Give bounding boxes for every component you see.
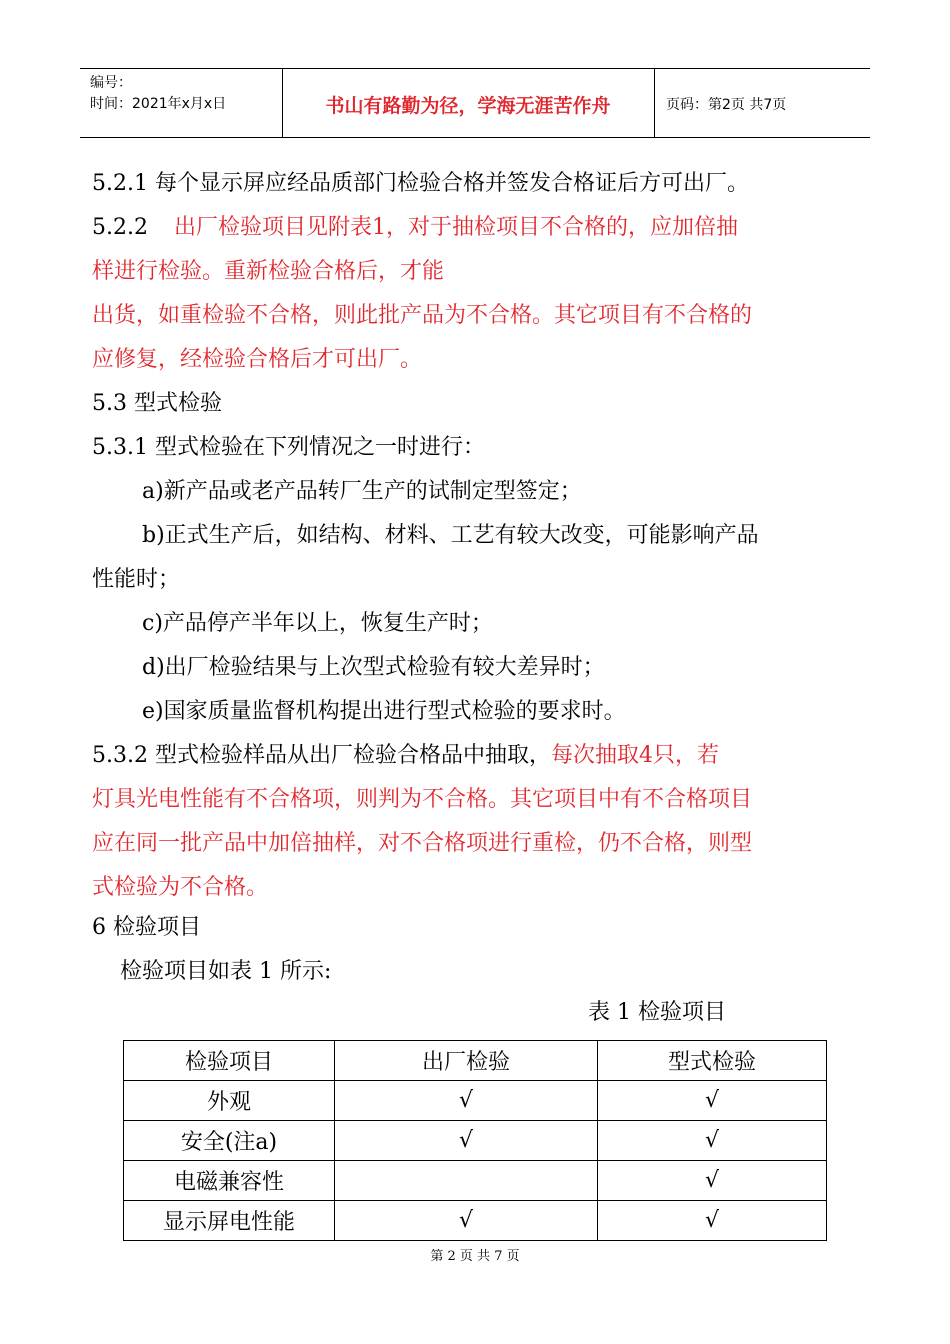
clause-5-2-2-line: 应修复，经检验合格后才可出厂。	[92, 347, 423, 372]
list-item-c: c)产品停产半年以上，恢复生产时；	[142, 611, 493, 636]
clause-text: 5.3.2 型式检验样品从出厂检验合格品中抽取，	[92, 743, 551, 768]
page-header	[80, 68, 870, 138]
section-6-intro: 检验项目如表 1 所示:	[120, 959, 332, 984]
table-row	[124, 1081, 827, 1121]
clause-5-2-2	[92, 206, 862, 250]
section-6-heading: 6 检验项目	[92, 915, 201, 940]
clause-5-3-1: 5.3.1 型式检验在下列情况之一时进行：	[92, 435, 485, 460]
table-cell: 显示屏电性能	[124, 1201, 335, 1241]
clause-text-red: 每次抽取4只，若	[550, 743, 719, 768]
check-mark: √	[335, 1201, 598, 1241]
column-header: 出厂检验	[335, 1041, 598, 1081]
section-5-3-heading: 5.3 型式检验	[92, 391, 222, 416]
list-item-e: e)国家质量监督机构提出进行型式检验的要求时。	[142, 699, 626, 724]
clause-5-3-2-line: 式检验为不合格。	[92, 875, 269, 900]
header-motto: 书山有路勤为径，学海无涯苦作舟	[325, 95, 611, 117]
table-cell: 外观	[124, 1081, 335, 1121]
header-divider	[654, 69, 655, 137]
clause-number: 5.2.2	[92, 215, 148, 240]
table-row	[124, 1201, 827, 1241]
clause-5-3-2-line: 应在同一批产品中加倍抽样，对不合格项进行重检，仍不合格，则型	[92, 831, 753, 856]
column-header: 型式检验	[598, 1041, 827, 1081]
page-footer: 第 2 页 共 7 页	[430, 1249, 520, 1264]
document-number-label: 编号：	[90, 75, 132, 91]
table-row	[124, 1121, 827, 1161]
clause-text: 出厂检验项目见附表1，对于抽检项目不合格的，应加倍抽	[173, 215, 738, 240]
table-caption: 表 1 检验项目	[588, 1000, 726, 1025]
table-cell: 安全(注a)	[124, 1121, 335, 1161]
clause-5-3-2	[92, 734, 862, 778]
header-page-number: 页码：第2页 共7页	[666, 97, 787, 113]
check-mark: √	[335, 1121, 598, 1161]
table-row	[124, 1161, 827, 1201]
table-header-row	[124, 1041, 827, 1081]
header-meta	[90, 73, 226, 115]
inspection-table	[123, 1040, 827, 1241]
check-mark: √	[335, 1081, 598, 1121]
check-mark: √	[598, 1121, 827, 1161]
check-mark: √	[598, 1081, 827, 1121]
clause-5-2-1: 5.2.1 每个显示屏应经品质部门检验合格并签发合格证后方可出厂。	[92, 171, 749, 196]
list-item-b: b)正式生产后，如结构、材料、工艺有较大改变，可能影响产品	[142, 523, 759, 548]
check-mark: √	[598, 1201, 827, 1241]
document-date: 时间：2021年x月x日	[90, 96, 227, 112]
check-mark: √	[598, 1161, 827, 1201]
list-item-a: a)新产品或老产品转厂生产的试制定型签定；	[142, 479, 582, 504]
column-header: 检验项目	[124, 1041, 335, 1081]
clause-5-2-2-line: 样进行检验。重新检验合格后，才能	[92, 259, 445, 284]
clause-5-3-2-line: 灯具光电性能有不合格项，则判为不合格。其它项目中有不合格项目	[92, 787, 753, 812]
list-item-d: d)出厂检验结果与上次型式检验有较大差异时；	[142, 655, 605, 680]
table-cell: 电磁兼容性	[124, 1161, 335, 1201]
check-mark	[335, 1161, 598, 1201]
clause-5-2-2-line: 出货，如重检验不合格，则此批产品为不合格。其它项目有不合格的	[92, 303, 753, 328]
list-item-b-cont: 性能时；	[92, 567, 181, 592]
